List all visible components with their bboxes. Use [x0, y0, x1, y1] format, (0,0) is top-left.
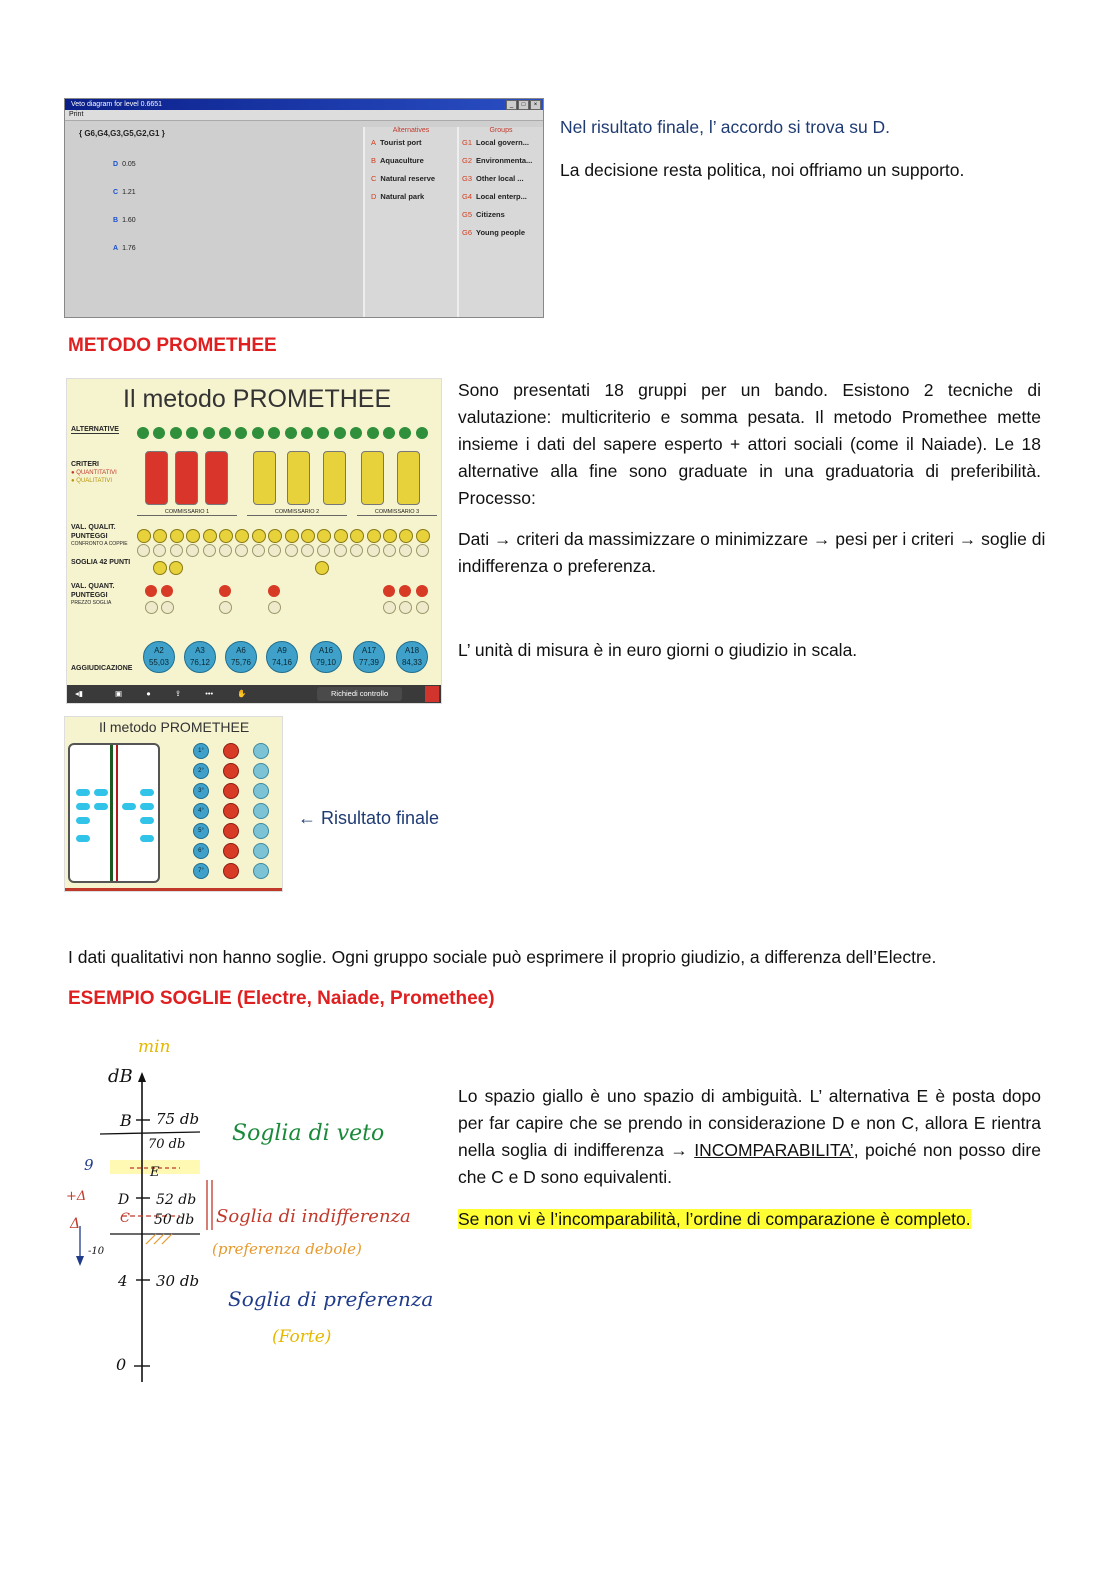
value-label: -10	[88, 1246, 105, 1257]
alternative-dot	[416, 427, 428, 439]
criterion-card	[397, 451, 420, 505]
value-label: 30 db	[156, 1272, 200, 1290]
row-label: PUNTEGGI	[71, 533, 108, 540]
alternative-dot	[268, 529, 282, 543]
list-item: G2 Environmenta...	[462, 156, 533, 165]
preference-threshold-label: Soglia di preferenza	[228, 1287, 434, 1311]
result-arrow-label: ← Risultato finale	[298, 808, 440, 828]
slide-title: Il metodo PROMETHEE	[123, 385, 392, 413]
row-label: ● QUALITATIVI	[71, 478, 113, 484]
alternative-dot	[219, 601, 232, 614]
alternative-dot	[317, 544, 330, 557]
alternative-dot	[137, 544, 150, 557]
paragraph: L’ unità di misura è in euro giorni o giudizio in scala.	[458, 640, 858, 660]
alternative-badge	[253, 823, 269, 839]
decision-line: La decisione resta politica, noi offriamo un supporto.	[560, 160, 965, 180]
alternative-dot	[186, 544, 199, 557]
highlighted-paragraph: Se non vi è l’incomparabilità, l’ordine di comparazione è completo.	[458, 1209, 971, 1229]
value-label: 4	[118, 1272, 128, 1290]
alternative-dot	[367, 529, 381, 543]
row-label: CRITERI	[71, 461, 99, 468]
alternative-badge	[253, 743, 269, 759]
winner-badge: A18 84,33	[396, 641, 428, 673]
mic-icon[interactable]: ●	[146, 689, 151, 698]
row-label: PREZZO SOGLIA	[71, 600, 112, 606]
criterion-card	[205, 451, 228, 505]
heading-soglie: ESEMPIO SOGLIE (Electre, Naiade, Promethee)	[68, 988, 495, 1009]
maximize-icon[interactable]: □	[518, 100, 529, 110]
delta-label: Δ	[70, 1216, 81, 1232]
point-label: B	[120, 1111, 132, 1130]
window-title: Veto diagram for level 0.6651	[71, 101, 163, 108]
list-item: G1 Local govern...	[462, 138, 529, 147]
paragraph: I dati qualitativi non hanno soglie. Ogni gruppo sociale può esprimere il proprio giudizio, a differenza dell’Electre.	[68, 947, 937, 967]
alternative-dot	[399, 529, 413, 543]
alternative-dot	[350, 529, 364, 543]
alternative-dot	[367, 427, 379, 439]
criterion-card	[145, 451, 168, 505]
strong-label: (Forte)	[272, 1327, 332, 1347]
row-label: PUNTEGGI	[71, 592, 108, 599]
alternative-dot	[383, 544, 396, 557]
alternative-dot	[350, 427, 362, 439]
alternative-dot	[252, 544, 265, 557]
alternative-dot	[285, 427, 297, 439]
paragraph: Dati → criteri da massimizzare o minimizzare → pesi per i criteri → soglie di indifferenza o preferenza.	[458, 529, 1046, 576]
criterion-card	[253, 451, 276, 505]
alternative-dot	[315, 561, 329, 575]
alternative-dot	[161, 601, 174, 614]
alternative-dot	[137, 529, 151, 543]
alternative-badge	[223, 783, 239, 799]
list-item: G3 Other local ...	[462, 174, 524, 183]
criterion-card	[323, 451, 346, 505]
alternative-dot	[399, 544, 412, 557]
list-item: G6 Young people	[462, 228, 526, 237]
veto-diagram-window	[64, 98, 544, 318]
paragraph: Lo spazio giallo è uno spazio di ambiguità. L’ alternativa E è posta dopo per far capire che se prendo in considerazione D e non C, allora E rientra nella soglia di indifferenza → INCOMPARABILITA’, poiché non posso dire che C e D sono equivalenti.	[458, 1086, 1041, 1187]
list-item: C Natural reserve	[371, 174, 436, 183]
value-row: A 1.76	[113, 245, 136, 252]
value-label: 52 db	[156, 1192, 197, 1208]
commissario-label: COMMISSARIO 1	[137, 509, 237, 516]
alternative-dot	[203, 529, 217, 543]
alternative-dot	[383, 529, 397, 543]
more-icon[interactable]: •••	[205, 689, 214, 698]
row-label: CONFRONTO A COPPIE	[71, 541, 128, 547]
alternative-dot	[203, 427, 215, 439]
value-label: 9	[84, 1156, 94, 1174]
close-icon[interactable]: ×	[530, 100, 541, 110]
alternative-badge	[253, 863, 269, 879]
window-titlebar	[65, 99, 543, 110]
window-menu[interactable]: Print	[65, 110, 543, 121]
axis-label: dB	[108, 1066, 133, 1087]
value-label: 75 db	[156, 1110, 200, 1128]
alternative-dot	[170, 427, 182, 439]
groups-panel: Groups G1 Local govern... G2 Environmenta... G3 Other local ... G4 Local enterp... G5 Citizens G6 Young people	[457, 127, 543, 317]
alternative-badge	[223, 823, 239, 839]
alternative-dot	[399, 585, 411, 597]
alternative-dot	[334, 529, 348, 543]
alternative-badge	[223, 803, 239, 819]
alternative-dot	[285, 529, 299, 543]
rank-badge: 3°	[193, 783, 209, 799]
alternative-dot	[235, 544, 248, 557]
winner-badge: A16 79,10	[310, 641, 342, 673]
commissario-label: COMMISSARIO 3	[357, 509, 437, 516]
winner-badge: A17 77,39	[353, 641, 385, 673]
alternative-dot	[219, 529, 233, 543]
alternative-dot	[170, 544, 183, 557]
underlined-term: INCOMPARABILITA’	[694, 1140, 854, 1160]
alternative-dot	[153, 427, 165, 439]
row-label: VAL. QUALIT.	[71, 524, 116, 531]
alternative-dot	[416, 544, 429, 557]
alternative-badge	[223, 743, 239, 759]
row-label: VAL. QUANT.	[71, 583, 115, 590]
veto-threshold-label: Soglia di veto	[232, 1121, 385, 1146]
alternative-dot	[383, 601, 396, 614]
alternative-badge	[223, 863, 239, 879]
list-item: A Tourist port	[371, 138, 422, 147]
alternative-dot	[268, 601, 281, 614]
alternative-dot	[334, 427, 346, 439]
video-icon[interactable]: ▣	[115, 689, 123, 698]
alternative-badge	[253, 803, 269, 819]
slide-title: Il metodo PROMETHEE	[99, 719, 250, 735]
alternative-dot	[203, 544, 216, 557]
alternative-dot	[317, 427, 329, 439]
promethee-result-slide	[64, 716, 283, 892]
alternative-dot	[153, 529, 167, 543]
alternative-dot	[268, 427, 280, 439]
list-item: G4 Local enterp...	[462, 192, 527, 201]
criterion-card	[287, 451, 310, 505]
promethee-slide	[66, 378, 442, 704]
value-row: D 0.05	[113, 161, 136, 168]
alternative-dot	[416, 585, 428, 597]
alternative-dot	[252, 427, 264, 439]
alternative-dot	[317, 529, 331, 543]
row-label: ALTERNATIVE	[71, 426, 119, 433]
point-label: D	[118, 1192, 130, 1208]
heading-promethee: METODO PROMETHEE	[68, 335, 277, 356]
alternative-badge	[223, 843, 239, 859]
row-label: SOGLIA 42 PUNTI	[71, 559, 131, 566]
alternative-dot	[285, 544, 298, 557]
alternative-badge	[253, 843, 269, 859]
alternative-dot	[219, 544, 232, 557]
volume-icon[interactable]: ◂▮	[75, 689, 83, 698]
winner-badge: A2 55,03	[143, 641, 175, 673]
rank-badge: 1°	[193, 743, 209, 759]
rank-badge: 4°	[193, 803, 209, 819]
minimize-icon[interactable]: _	[506, 100, 517, 110]
criterion-card	[175, 451, 198, 505]
request-control-button[interactable]: Richiedi controllo	[317, 687, 402, 701]
alternative-dot	[334, 544, 347, 557]
weak-preference-label: (preferenza debole)	[212, 1240, 362, 1258]
leave-icon[interactable]	[425, 686, 439, 702]
alternative-dot	[186, 529, 200, 543]
alternative-dot	[399, 601, 412, 614]
alternative-dot	[170, 529, 184, 543]
thresholds-sketch	[60, 1030, 440, 1390]
video-toolbar	[67, 685, 441, 703]
alternative-dot	[252, 529, 266, 543]
rank-badge: 2°	[193, 763, 209, 779]
min-label: min	[138, 1037, 171, 1057]
alternative-dot	[301, 427, 313, 439]
point-label: C	[120, 1211, 130, 1226]
hand-icon[interactable]: ✋	[237, 689, 247, 698]
delta-label: +Δ	[66, 1189, 87, 1204]
paragraph: Sono presentati 18 gruppi per un bando. Esistono 2 tecniche di valutazione: multicriterio e somma pesata. Il metodo Promethee mette insieme i dati del sapere esperto + attori sociali (come il Naiade). Le 18 alternative alla fine sono graduate in una graduatoria di preferibilità. Processo:	[458, 380, 1041, 508]
alternative-badge	[223, 763, 239, 779]
winner-badge: A6 75,76	[225, 641, 257, 673]
rank-badge: 7°	[193, 863, 209, 879]
alternative-dot	[301, 544, 314, 557]
alternative-dot	[350, 544, 363, 557]
list-item: G5 Citizens	[462, 210, 505, 219]
list-item: B Aquaculture	[371, 156, 424, 165]
value-label: 70 db	[148, 1137, 186, 1152]
value-row: C 1.21	[113, 189, 136, 196]
share-icon[interactable]: ⇪	[174, 689, 182, 698]
alternative-dot	[268, 544, 281, 557]
row-label: ● QUANTITATIVI	[71, 470, 117, 476]
rank-badge: 5°	[193, 823, 209, 839]
alternative-dot	[367, 544, 380, 557]
value-label: 0	[116, 1355, 127, 1374]
alternative-dot	[153, 561, 167, 575]
alternative-dot	[219, 585, 231, 597]
commissario-label: COMMISSARIO 2	[247, 509, 347, 516]
axis-arrow-icon	[138, 1072, 146, 1082]
alternative-dot	[383, 427, 395, 439]
criterion-card	[361, 451, 384, 505]
rank-badge: 6°	[193, 843, 209, 859]
alternative-dot	[268, 585, 280, 597]
alternative-dot	[399, 427, 411, 439]
alternative-dot	[235, 529, 249, 543]
winner-badge: A9 74,16	[266, 641, 298, 673]
winner-badge: A3 76,12	[184, 641, 216, 673]
row-label: AGGIUDICAZIONE	[71, 665, 133, 672]
group-sequence: { G6,G4,G3,G5,G2,G1 }	[79, 129, 165, 138]
alternative-dot	[161, 585, 173, 597]
alternatives-panel: Alternatives A Tourist port B Aquaculture C Natural reserve D Natural park	[363, 127, 457, 317]
alternative-dot	[235, 427, 247, 439]
indifference-threshold-label: Soglia di indifferenza	[216, 1206, 411, 1227]
alternative-dot	[416, 529, 430, 543]
alternative-dot	[383, 585, 395, 597]
point-label: E	[150, 1165, 160, 1180]
alternative-dot	[145, 585, 157, 597]
list-item: D Natural park	[371, 192, 425, 201]
alternative-dot	[301, 529, 315, 543]
alternative-dot	[416, 601, 429, 614]
value-row: B 1.60	[113, 217, 136, 224]
alternative-badge	[253, 763, 269, 779]
flow-diagram	[68, 743, 160, 883]
alternative-dot	[169, 561, 183, 575]
value-label: 50 db	[154, 1212, 195, 1228]
alternative-dot	[219, 427, 231, 439]
alternative-dot	[186, 427, 198, 439]
alternative-badge	[253, 783, 269, 799]
result-line: Nel risultato finale, l’ accordo si trova su D.	[560, 117, 891, 137]
alternative-dot	[137, 427, 149, 439]
alternative-dot	[145, 601, 158, 614]
alternative-dot	[153, 544, 166, 557]
